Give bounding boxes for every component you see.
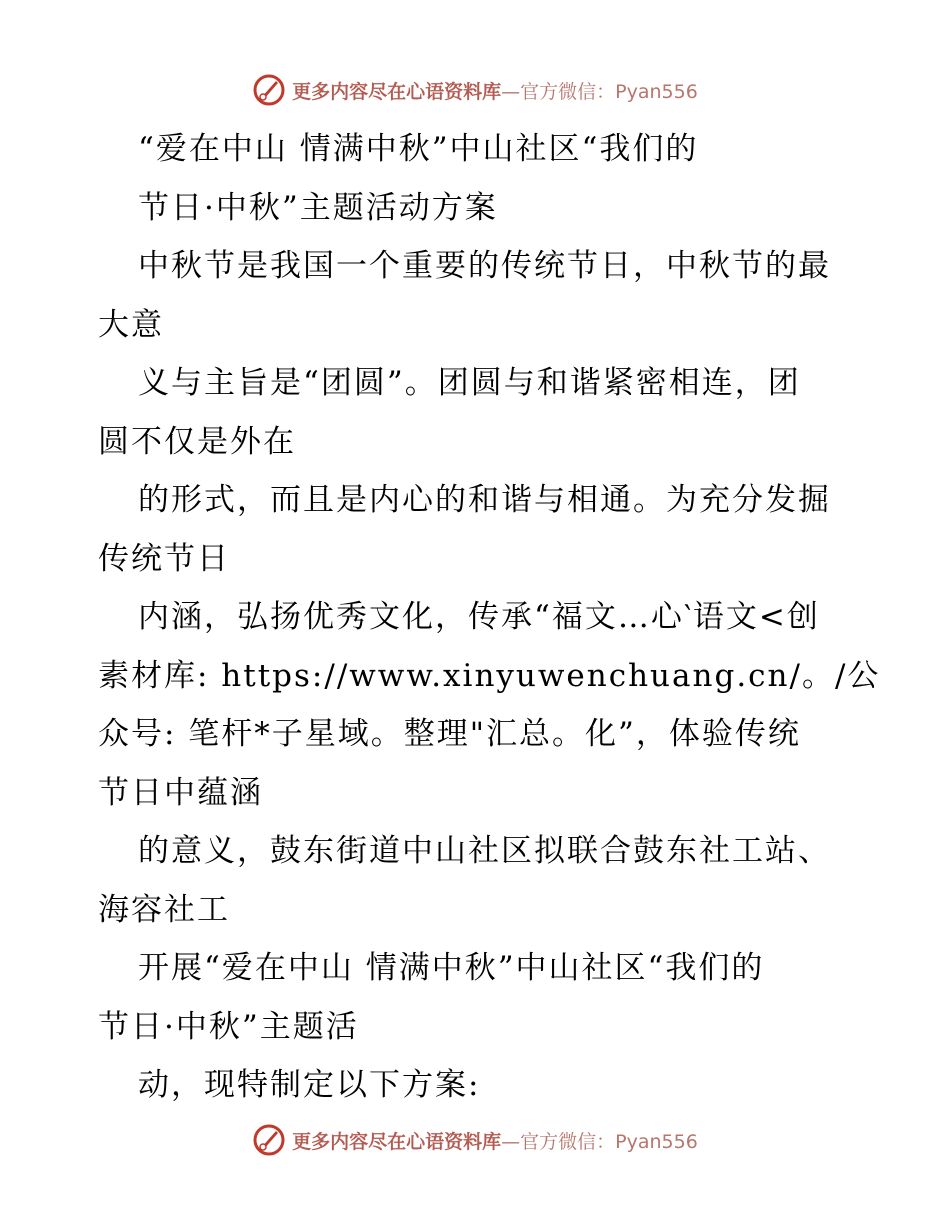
- text-line: 素材库: https://www.xinyuwenchuang.cn/。/公: [98, 657, 881, 694]
- text-line: 传统节日: [98, 540, 230, 577]
- text-line: 海容社工: [98, 891, 230, 928]
- text-line: 节日中蕴涵: [98, 774, 263, 811]
- text-line: 节日·中秋”主题活: [98, 1008, 359, 1045]
- text-line: 节日·中秋”主题活动方案: [138, 189, 498, 226]
- banner-main: 更多内容尽在心语资料库: [292, 80, 502, 103]
- text-line: 的形式，而且是内心的和谐与相通。为充分发掘: [138, 482, 831, 518]
- text-line: 动，现特制定以下方案:: [138, 1067, 481, 1103]
- quill-logo-icon: [252, 1123, 286, 1157]
- banner-sub: 官方微信：Pyan556: [520, 1130, 698, 1153]
- text-line: 圆不仅是外在: [98, 423, 296, 460]
- footer-banner: [0, 1120, 950, 1160]
- text-line: 内涵，弘扬优秀文化，传承“福文…心‵语文<创: [138, 599, 820, 635]
- banner-dash: —: [501, 80, 521, 103]
- banner-text: [292, 1127, 698, 1154]
- banner-text: [292, 77, 698, 104]
- text-line: 大意: [98, 306, 164, 343]
- banner-sub: 官方微信：Pyan556: [520, 80, 698, 103]
- header-banner: [0, 70, 950, 110]
- text-line: 开展“爱在中山 情满中秋”中山社区“我们的: [138, 950, 765, 986]
- text-line: 的意义，鼓东街道中山社区拟联合鼓东社工站、: [138, 833, 831, 869]
- text-line: 中秋节是我国一个重要的传统节日，中秋节的最: [138, 248, 831, 284]
- text-line: “爱在中山 情满中秋”中山社区“我们的: [138, 131, 699, 167]
- text-line: 众号: 笔杆*子星域。整理"汇总。化”，体验传统: [98, 716, 801, 752]
- quill-logo-icon: [252, 73, 286, 107]
- banner-main: 更多内容尽在心语资料库: [292, 1130, 502, 1153]
- banner-dash: —: [501, 1130, 521, 1153]
- text-line: 义与主旨是“团圆”。团圆与和谐紧密相连，团: [138, 365, 801, 401]
- document-body: [98, 120, 881, 1115]
